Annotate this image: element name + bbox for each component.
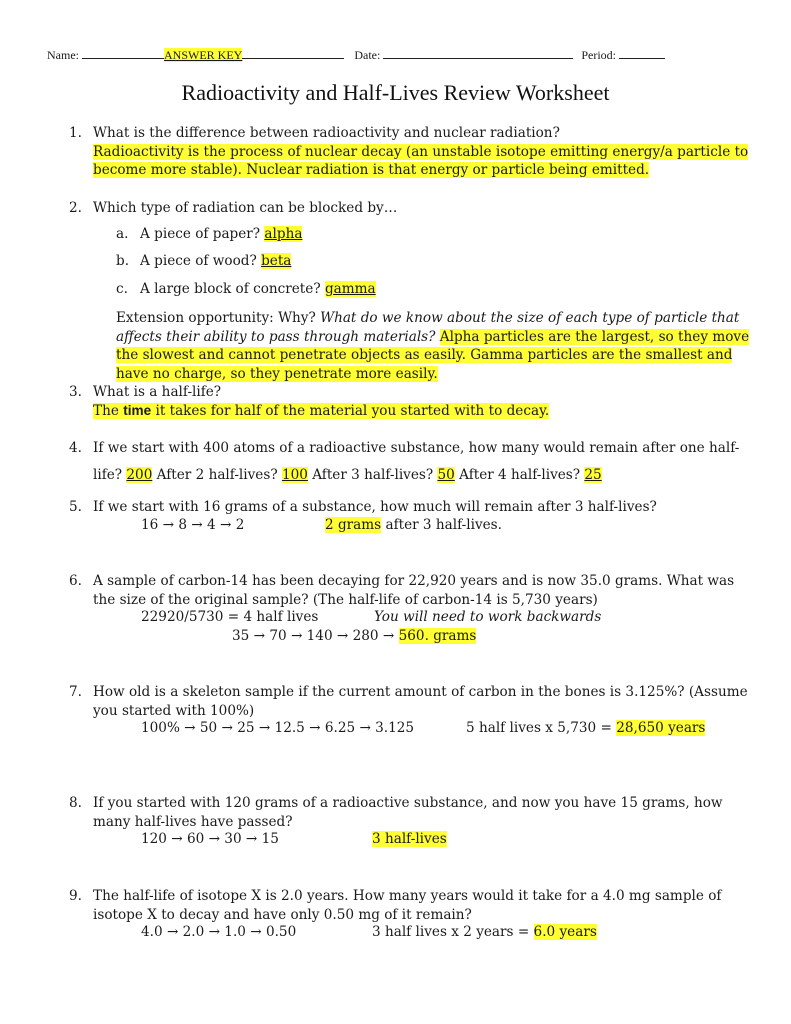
- answer-text: 3 half-lives: [372, 831, 447, 847]
- work-text: 35 → 70 → 140 → 280 →: [232, 628, 395, 644]
- question-text: The half-life of isotope X is 2.0 years. How many years would it take for a 4.0 mg sample of isotope X to decay and have only 0.50 mg of it remain?: [93, 888, 722, 923]
- question-text: What is a half-life?: [93, 384, 222, 400]
- question-number: 1.: [69, 125, 82, 141]
- answer-post: after 3 half-lives.: [385, 517, 502, 533]
- work-line: 16 → 8 → 4 → 2: [141, 517, 245, 533]
- question-text: If we start with 400 atoms of a radioactive substance, how many would remain after one half-: [93, 440, 740, 456]
- sub-text: A large block of concrete?: [140, 281, 321, 297]
- answer-pre: The: [93, 402, 119, 419]
- name-line: [82, 46, 164, 59]
- answer-line: [466, 720, 705, 736]
- work-line-2: [232, 628, 476, 644]
- answer-2: 100: [281, 467, 308, 483]
- answer-post: it takes for half of the material you started with to decay.: [155, 402, 550, 419]
- question-text: What is the difference between radioactivity and nuclear radiation?: [93, 125, 560, 141]
- date-label: Date:: [354, 48, 381, 62]
- date-line: [383, 46, 573, 59]
- work-line: 100% → 50 → 25 → 12.5 → 6.25 → 3.125: [141, 720, 415, 736]
- sub-letter: b.: [116, 253, 130, 269]
- extension-opportunity: [116, 309, 752, 383]
- answer-text: beta: [261, 253, 292, 269]
- question-2: [69, 199, 759, 218]
- answer-text: gamma: [324, 281, 376, 297]
- question-number: 3.: [69, 384, 82, 400]
- question-text: How old is a skeleton sample if the current amount of carbon in the bones is 3.125%? (Assume you started with 100%): [93, 684, 748, 719]
- prompt-3: After 3 half-lives?: [312, 467, 434, 483]
- extension-question: What do we know about the size of each type of particle that affects their ability to pass through materials?: [116, 310, 740, 345]
- sub-letter: c.: [116, 281, 128, 297]
- answer-text: Radioactivity is the process of nuclear decay (an unstable isotope emitting energy/a particle to become more stable). Nuclear radiation is that energy or particle being emitted.: [93, 143, 749, 178]
- name-label: Name:: [47, 48, 79, 62]
- question-7: [69, 683, 759, 720]
- question-number: 7.: [69, 684, 82, 700]
- sub-text: A piece of paper?: [140, 226, 261, 242]
- question-2b: [116, 253, 291, 269]
- work-line: 4.0 → 2.0 → 1.0 → 0.50: [141, 924, 297, 940]
- question-5: [69, 498, 759, 517]
- question-number: 5.: [69, 499, 82, 515]
- question-2a: [116, 226, 302, 242]
- question-8: [69, 794, 759, 831]
- question-2c: [116, 281, 376, 297]
- answer-text: 2 grams: [325, 517, 382, 533]
- question-3: [69, 383, 759, 420]
- question-number: 9.: [69, 888, 82, 904]
- period-label: Period:: [581, 48, 616, 62]
- question-number: 2.: [69, 200, 82, 216]
- work-line: 120 → 60 → 30 → 15: [141, 831, 279, 847]
- answer-key-label: ANSWER KEY: [164, 48, 243, 62]
- calc-text: 5 half lives x 5,730 =: [466, 720, 612, 736]
- answer-text: 28,650 years: [616, 720, 706, 736]
- question-1: [69, 124, 759, 180]
- prompt-4: After 4 half-lives?: [459, 467, 581, 483]
- prompt-2: After 2 half-lives?: [156, 467, 278, 483]
- answer-text: 560. grams: [398, 628, 477, 644]
- calc-text: 3 half lives x 2 years =: [372, 924, 530, 940]
- question-text: If you started with 120 grams of a radioactive substance, and now you have 15 grams, how many half-lives have passed?: [93, 795, 723, 830]
- question-4: [69, 439, 759, 489]
- worksheet-header: [47, 46, 747, 63]
- question-number: 6.: [69, 573, 82, 589]
- question-number: 4.: [69, 440, 82, 456]
- question-9: [69, 887, 759, 924]
- question-text: A sample of carbon-14 has been decaying for 22,920 years and is now 35.0 grams. What was the size of the original sample? (The half-life of carbon-14 is 5,730 years): [93, 573, 735, 608]
- name-line-tail: [242, 46, 344, 59]
- answer-line: [325, 517, 502, 533]
- answer-1: 200: [126, 467, 153, 483]
- question-number: 8.: [69, 795, 82, 811]
- period-line: [619, 46, 665, 59]
- answer-line: [372, 831, 447, 847]
- prompt-1: life?: [93, 467, 123, 483]
- work-line-1: 22920/5730 = 4 half lives: [141, 609, 319, 625]
- answer-text: 6.0 years: [533, 924, 597, 940]
- question-6: [69, 572, 759, 609]
- extension-answer: Alpha particles are the largest, so they move the slowest and cannot penetrate objects as easily. Gamma particles are the smallest and have no charge, so they penetrate more easily.: [116, 328, 750, 382]
- answer-text: alpha: [264, 226, 303, 242]
- question-text: Which type of radiation can be blocked by…: [93, 200, 398, 216]
- answer-line: [372, 924, 597, 940]
- answer-3: 50: [437, 467, 455, 483]
- extension-label: Extension opportunity: Why?: [116, 310, 316, 326]
- sub-text: A piece of wood?: [140, 253, 257, 269]
- question-text: If we start with 16 grams of a substance, how much will remain after 3 half-lives?: [93, 499, 657, 515]
- answer-4: 25: [584, 467, 602, 483]
- page-title: Radioactivity and Half-Lives Review Worksheet: [181, 80, 610, 105]
- hint-text: You will need to work backwards: [374, 609, 602, 625]
- sub-letter: a.: [116, 226, 129, 242]
- answer-bold: time: [123, 402, 152, 418]
